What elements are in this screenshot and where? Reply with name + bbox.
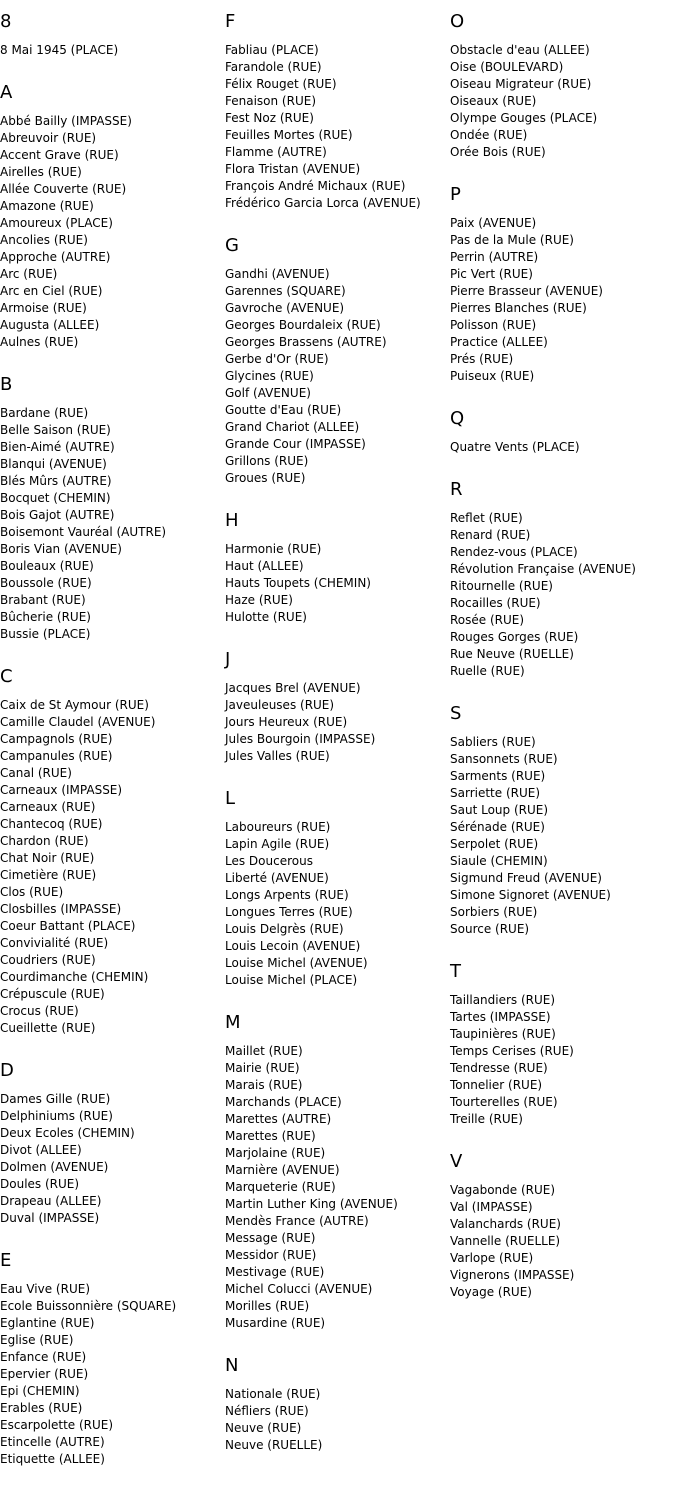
section-spacer <box>225 212 445 224</box>
street-entry: Boisemont Vauréal (AUTRE) <box>0 525 167 539</box>
street-entry: Fabliau (PLACE) <box>225 43 319 57</box>
street-entry: Javeuleuses (RUE) <box>225 698 335 712</box>
street-entry: Siaule (CHEMIN) <box>450 854 548 868</box>
street-entry: Arc en Ciel (RUE) <box>0 284 103 298</box>
street-entry: Marnière (AVENUE) <box>225 1163 340 1177</box>
street-entry: Eglantine (RUE) <box>0 1316 95 1330</box>
street-entry: Armoise (RUE) <box>0 301 87 315</box>
street-entry: Message (RUE) <box>225 1231 316 1245</box>
street-entry: Flamme (AUTRE) <box>225 145 327 159</box>
street-entry: Laboureurs (RUE) <box>225 820 331 834</box>
street-entry: Ritournelle (RUE) <box>450 579 553 593</box>
street-entry: Sabliers (RUE) <box>450 735 536 749</box>
street-entry: Bûcherie (RUE) <box>0 610 91 624</box>
street-entry: Tartes (IMPASSE) <box>450 1010 551 1024</box>
street-entry: Epi (CHEMIN) <box>0 1384 80 1398</box>
street-entry: Harmonie (RUE) <box>225 542 322 556</box>
street-entry: Néfliers (RUE) <box>225 1404 309 1418</box>
section-letter-heading: P <box>450 184 461 205</box>
street-entry: Jules Valles (RUE) <box>225 749 330 763</box>
street-entry: Garennes (SQUARE) <box>225 284 346 298</box>
street-entry: Valanchards (RUE) <box>450 1217 561 1231</box>
section-spacer <box>450 1128 675 1140</box>
street-entry: Enfance (RUE) <box>0 1350 87 1364</box>
street-entry: Abreuvoir (RUE) <box>0 131 97 145</box>
street-entry: Etiquette (ALLEE) <box>0 1452 105 1466</box>
street-entry: Coudriers (RUE) <box>0 953 96 967</box>
street-entry: Divot (ALLEE) <box>0 1143 82 1157</box>
street-entry: Brabant (RUE) <box>0 593 86 607</box>
section-spacer <box>225 1332 445 1344</box>
section-letter-heading: A <box>0 82 13 103</box>
street-entry: Farandole (RUE) <box>225 60 322 74</box>
street-entry: Frédérico Garcia Lorca (AVENUE) <box>225 196 421 210</box>
street-entry: Ondée (RUE) <box>450 128 528 142</box>
street-entry: Serpolet (RUE) <box>450 837 539 851</box>
street-entry: Gavroche (AVENUE) <box>225 301 345 315</box>
section-letter-heading: N <box>225 1355 239 1376</box>
section-letter-heading: S <box>450 703 462 724</box>
street-entry: Morilles (RUE) <box>225 1299 310 1313</box>
section-letter-heading: J <box>225 649 231 670</box>
section-spacer <box>450 938 675 950</box>
street-entry: Chardon (RUE) <box>0 834 89 848</box>
street-entry: Sansonnets (RUE) <box>450 752 558 766</box>
street-entry: Nationale (RUE) <box>225 1387 321 1401</box>
street-entry: Liberté (AVENUE) <box>225 871 329 885</box>
street-entry: Louise Michel (PLACE) <box>225 973 358 987</box>
street-entry: Sarments (RUE) <box>450 769 546 783</box>
street-entry: Val (IMPASSE) <box>450 1200 533 1214</box>
section-letter-heading: Q <box>450 408 465 429</box>
street-entry: Grande Cour (IMPASSE) <box>225 437 366 451</box>
street-entry: Coeur Battant (PLACE) <box>0 919 136 933</box>
index-column <box>450 0 675 1313</box>
street-entry: Hauts Toupets (CHEMIN) <box>225 576 371 590</box>
street-entry: Oise (BOULEVARD) <box>450 60 564 74</box>
street-entry: Cueillette (RUE) <box>0 1021 96 1035</box>
street-entry: Campagnols (RUE) <box>0 732 113 746</box>
street-entry: Renard (RUE) <box>450 528 531 542</box>
street-entry: Martin Luther King (AVENUE) <box>225 1197 398 1211</box>
street-entry: Crocus (RUE) <box>0 1004 79 1018</box>
street-entry: 8 Mai 1945 (PLACE) <box>0 43 119 57</box>
street-entry: Blanqui (AVENUE) <box>0 457 107 471</box>
street-entry: Abbé Bailly (IMPASSE) <box>0 114 132 128</box>
street-entry: Campanules (RUE) <box>0 749 113 763</box>
street-entry: Marjolaine (RUE) <box>225 1146 326 1160</box>
street-entry: Camille Claudel (AVENUE) <box>0 715 156 729</box>
street-entry: Eau Vive (RUE) <box>0 1282 90 1296</box>
letter-section <box>450 480 675 692</box>
street-entry: Grand Chariot (ALLEE) <box>225 420 360 434</box>
street-entry: Rendez-vous (PLACE) <box>450 545 578 559</box>
street-entry: Obstacle d'eau (ALLEE) <box>450 43 590 57</box>
street-entry: Chantecoq (RUE) <box>0 817 103 831</box>
street-entry: Neuve (RUE) <box>225 1421 302 1435</box>
letter-section <box>0 1251 220 1480</box>
section-spacer <box>0 1468 220 1480</box>
letter-section <box>0 1061 220 1239</box>
street-entry: Maillet (RUE) <box>225 1044 303 1058</box>
street-entry: Rosée (RUE) <box>450 613 525 627</box>
street-entry: Polisson (RUE) <box>450 318 537 332</box>
street-entry: Haze (RUE) <box>225 593 293 607</box>
street-entry: Erables (RUE) <box>0 1401 83 1415</box>
street-entry: Gandhi (AVENUE) <box>225 267 330 281</box>
street-entry: Ecole Buissonnière (SQUARE) <box>0 1299 177 1313</box>
street-entry: Fest Noz (RUE) <box>225 111 314 125</box>
section-letter-heading: G <box>225 235 239 256</box>
letter-section <box>0 375 220 655</box>
street-entry: Reflet (RUE) <box>450 511 523 525</box>
street-entry: Bouleaux (RUE) <box>0 559 94 573</box>
street-entry: Allée Couverte (RUE) <box>0 182 127 196</box>
street-entry: Neuve (RUELLE) <box>225 1438 323 1452</box>
section-letter-heading: B <box>0 374 13 395</box>
street-entry: Canal (RUE) <box>0 766 72 780</box>
street-entry: Pas de la Mule (RUE) <box>450 233 574 247</box>
section-letter-heading: H <box>225 510 239 531</box>
section-spacer <box>225 1454 445 1466</box>
street-entry: Marais (RUE) <box>225 1078 303 1092</box>
street-entry: Paix (AVENUE) <box>450 216 537 230</box>
street-entry: Simone Signoret (AVENUE) <box>450 888 611 902</box>
street-entry: Amazone (RUE) <box>0 199 94 213</box>
section-spacer <box>225 487 445 499</box>
street-entry: Jacques Brel (AVENUE) <box>225 681 361 695</box>
street-entry: Mendès France (AUTRE) <box>225 1214 369 1228</box>
street-entry: Louise Michel (AVENUE) <box>225 956 368 970</box>
street-entry: Airelles (RUE) <box>0 165 82 179</box>
street-entry: Sorbiers (RUE) <box>450 905 538 919</box>
street-entry: Jules Bourgoin (IMPASSE) <box>225 732 376 746</box>
street-entry: Hulotte (RUE) <box>225 610 307 624</box>
street-entry: Bardane (RUE) <box>0 406 89 420</box>
street-entry: Taillandiers (RUE) <box>450 993 556 1007</box>
street-entry: Dames Gille (RUE) <box>0 1092 111 1106</box>
section-spacer <box>450 680 675 692</box>
section-letter-heading: 8 <box>0 11 12 32</box>
street-entry: Pierres Blanches (RUE) <box>450 301 587 315</box>
street-entry: Blés Mûrs (AUTRE) <box>0 474 112 488</box>
street-entry: Vignerons (IMPASSE) <box>450 1268 575 1282</box>
street-entry: Marqueterie (RUE) <box>225 1180 336 1194</box>
letter-section <box>225 1013 445 1344</box>
street-entry: Goutte d'Eau (RUE) <box>225 403 342 417</box>
index-column <box>0 0 220 1480</box>
street-entry: Pic Vert (RUE) <box>450 267 533 281</box>
street-entry: Musardine (RUE) <box>225 1316 326 1330</box>
section-spacer <box>450 456 675 468</box>
section-spacer <box>450 385 675 397</box>
street-entry: Félix Rouget (RUE) <box>225 77 337 91</box>
street-entry: Etincelle (AUTRE) <box>0 1435 105 1449</box>
street-entry: Oiseaux (RUE) <box>450 94 537 108</box>
section-spacer <box>225 626 445 638</box>
street-entry: Clos (RUE) <box>0 885 64 899</box>
section-letter-heading: V <box>450 1151 463 1172</box>
street-entry: Chat Noir (RUE) <box>0 851 95 865</box>
street-entry: Courdimanche (CHEMIN) <box>0 970 149 984</box>
letter-section <box>225 650 445 777</box>
section-letter-heading: L <box>225 788 236 809</box>
street-entry: Cimetière (RUE) <box>0 868 97 882</box>
section-letter-heading: O <box>450 11 465 32</box>
street-entry: Bois Gajot (AUTRE) <box>0 508 115 522</box>
index-column <box>225 0 445 1466</box>
street-entry: Puiseux (RUE) <box>450 369 535 383</box>
street-entry: Voyage (RUE) <box>450 1285 532 1299</box>
street-entry: Practice (ALLEE) <box>450 335 548 349</box>
street-entry: Rocailles (RUE) <box>450 596 541 610</box>
street-entry: Glycines (RUE) <box>225 369 314 383</box>
letter-section <box>0 83 220 363</box>
street-entry: Accent Grave (RUE) <box>0 148 119 162</box>
street-entry: Taupinières (RUE) <box>450 1027 556 1041</box>
street-entry: Longs Arpents (RUE) <box>225 888 349 902</box>
street-entry: Dolmen (AVENUE) <box>0 1160 109 1174</box>
street-entry: Mairie (RUE) <box>225 1061 300 1075</box>
section-spacer <box>0 351 220 363</box>
letter-section <box>450 185 675 397</box>
street-entry: Vagabonde (RUE) <box>450 1183 556 1197</box>
section-spacer <box>450 1301 675 1313</box>
street-entry: Olympe Gouges (PLACE) <box>450 111 598 125</box>
street-entry: Ruelle (RUE) <box>450 664 525 678</box>
street-entry: Drapeau (ALLEE) <box>0 1194 102 1208</box>
section-letter-heading: M <box>225 1012 241 1033</box>
street-entry: Quatre Vents (PLACE) <box>450 440 580 454</box>
street-entry: Doules (RUE) <box>0 1177 80 1191</box>
street-entry: Rouges Gorges (RUE) <box>450 630 579 644</box>
letter-section <box>0 12 220 71</box>
street-entry: Sarriette (RUE) <box>450 786 541 800</box>
street-entry: Jours Heureux (RUE) <box>225 715 348 729</box>
street-entry: Epervier (RUE) <box>0 1367 89 1381</box>
street-entry: Marchands (PLACE) <box>225 1095 342 1109</box>
street-entry: Lapin Agile (RUE) <box>225 837 330 851</box>
letter-section <box>450 1152 675 1313</box>
street-entry: Saut Loup (RUE) <box>450 803 549 817</box>
street-entry: Carneaux (IMPASSE) <box>0 783 123 797</box>
street-entry: Tendresse (RUE) <box>450 1061 548 1075</box>
street-entry: Louis Delgrès (RUE) <box>225 922 344 936</box>
street-entry: Mestivage (RUE) <box>225 1265 325 1279</box>
section-letter-heading: D <box>0 1060 14 1081</box>
street-entry: Boussole (RUE) <box>0 576 92 590</box>
street-entry: Caix de St Aymour (RUE) <box>0 698 149 712</box>
street-entry: Treille (RUE) <box>450 1112 523 1126</box>
street-entry: Marettes (RUE) <box>225 1129 316 1143</box>
street-entry: Delphiniums (RUE) <box>0 1109 113 1123</box>
letter-section <box>225 789 445 1001</box>
street-entry: Marettes (AUTRE) <box>225 1112 332 1126</box>
street-entry: Crépuscule (RUE) <box>0 987 105 1001</box>
street-entry: Bien-Aimé (AUTRE) <box>0 440 115 454</box>
street-entry: Bussie (PLACE) <box>0 627 91 641</box>
street-entry: Groues (RUE) <box>225 471 306 485</box>
street-entry: Sérénade (RUE) <box>450 820 545 834</box>
street-entry: Arc (RUE) <box>0 267 58 281</box>
section-spacer <box>0 643 220 655</box>
street-entry: Fenaison (RUE) <box>225 94 317 108</box>
street-entry: Révolution Française (AVENUE) <box>450 562 636 576</box>
letter-section <box>450 704 675 950</box>
section-spacer <box>225 765 445 777</box>
street-entry: Closbilles (IMPASSE) <box>0 902 122 916</box>
street-entry: Grillons (RUE) <box>225 454 309 468</box>
street-entry: Tonnelier (RUE) <box>450 1078 543 1092</box>
street-entry: Perrin (AUTRE) <box>450 250 539 264</box>
street-entry: Temps Cerises (RUE) <box>450 1044 574 1058</box>
section-letter-heading: F <box>225 11 236 32</box>
street-entry: Vannelle (RUELLE) <box>450 1234 561 1248</box>
letter-section <box>450 962 675 1140</box>
section-letter-heading: T <box>450 961 461 982</box>
letter-section <box>225 1356 445 1466</box>
street-entry: Ancolies (RUE) <box>0 233 88 247</box>
section-spacer <box>0 59 220 71</box>
section-letter-heading: R <box>450 479 463 500</box>
street-entry: Georges Brassens (AUTRE) <box>225 335 387 349</box>
section-spacer <box>225 989 445 1001</box>
street-entry: Les Doucerous <box>225 854 313 868</box>
letter-section <box>225 236 445 499</box>
street-entry: Tourterelles (RUE) <box>450 1095 558 1109</box>
letter-section <box>450 12 675 173</box>
street-entry: Haut (ALLEE) <box>225 559 304 573</box>
street-entry: Escarpolette (RUE) <box>0 1418 114 1432</box>
street-entry: Deux Ecoles (CHEMIN) <box>0 1126 135 1140</box>
street-entry: Bocquet (CHEMIN) <box>0 491 111 505</box>
section-spacer <box>0 1227 220 1239</box>
section-spacer <box>450 161 675 173</box>
letter-section <box>225 12 445 224</box>
street-entry: Aulnes (RUE) <box>0 335 79 349</box>
street-entry: Flora Tristan (AVENUE) <box>225 162 361 176</box>
street-entry: Georges Bourdaleix (RUE) <box>225 318 381 332</box>
letter-section <box>450 409 675 468</box>
street-entry: Rue Neuve (RUELLE) <box>450 647 574 661</box>
street-entry: Boris Vian (AVENUE) <box>0 542 122 556</box>
street-entry: Source (RUE) <box>450 922 530 936</box>
street-entry: Louis Lecoin (AVENUE) <box>225 939 361 953</box>
street-entry: Convivialité (RUE) <box>0 936 109 950</box>
street-entry: Orée Bois (RUE) <box>450 145 546 159</box>
street-entry: Augusta (ALLEE) <box>0 318 100 332</box>
street-entry: Messidor (RUE) <box>225 1248 317 1262</box>
street-entry: Oiseau Migrateur (RUE) <box>450 77 592 91</box>
street-entry: Feuilles Mortes (RUE) <box>225 128 353 142</box>
street-entry: Longues Terres (RUE) <box>225 905 353 919</box>
street-entry: Eglise (RUE) <box>0 1333 74 1347</box>
street-entry: Gerbe d'Or (RUE) <box>225 352 329 366</box>
letter-section <box>225 511 445 638</box>
street-entry: Carneaux (RUE) <box>0 800 96 814</box>
street-entry: Michel Colucci (AVENUE) <box>225 1282 373 1296</box>
street-entry: Sigmund Freud (AVENUE) <box>450 871 602 885</box>
street-entry: Amoureux (PLACE) <box>0 216 113 230</box>
street-entry: Golf (AVENUE) <box>225 386 311 400</box>
section-letter-heading: E <box>0 1250 12 1271</box>
street-entry: Duval (IMPASSE) <box>0 1211 100 1225</box>
street-entry: Belle Saison (RUE) <box>0 423 111 437</box>
letter-section <box>0 667 220 1049</box>
street-entry: Approche (AUTRE) <box>0 250 111 264</box>
street-entry: Prés (RUE) <box>450 352 514 366</box>
street-entry: Pierre Brasseur (AVENUE) <box>450 284 603 298</box>
street-entry: Varlope (RUE) <box>450 1251 534 1265</box>
section-spacer <box>0 1037 220 1049</box>
section-letter-heading: C <box>0 666 13 687</box>
street-entry: François André Michaux (RUE) <box>225 179 406 193</box>
